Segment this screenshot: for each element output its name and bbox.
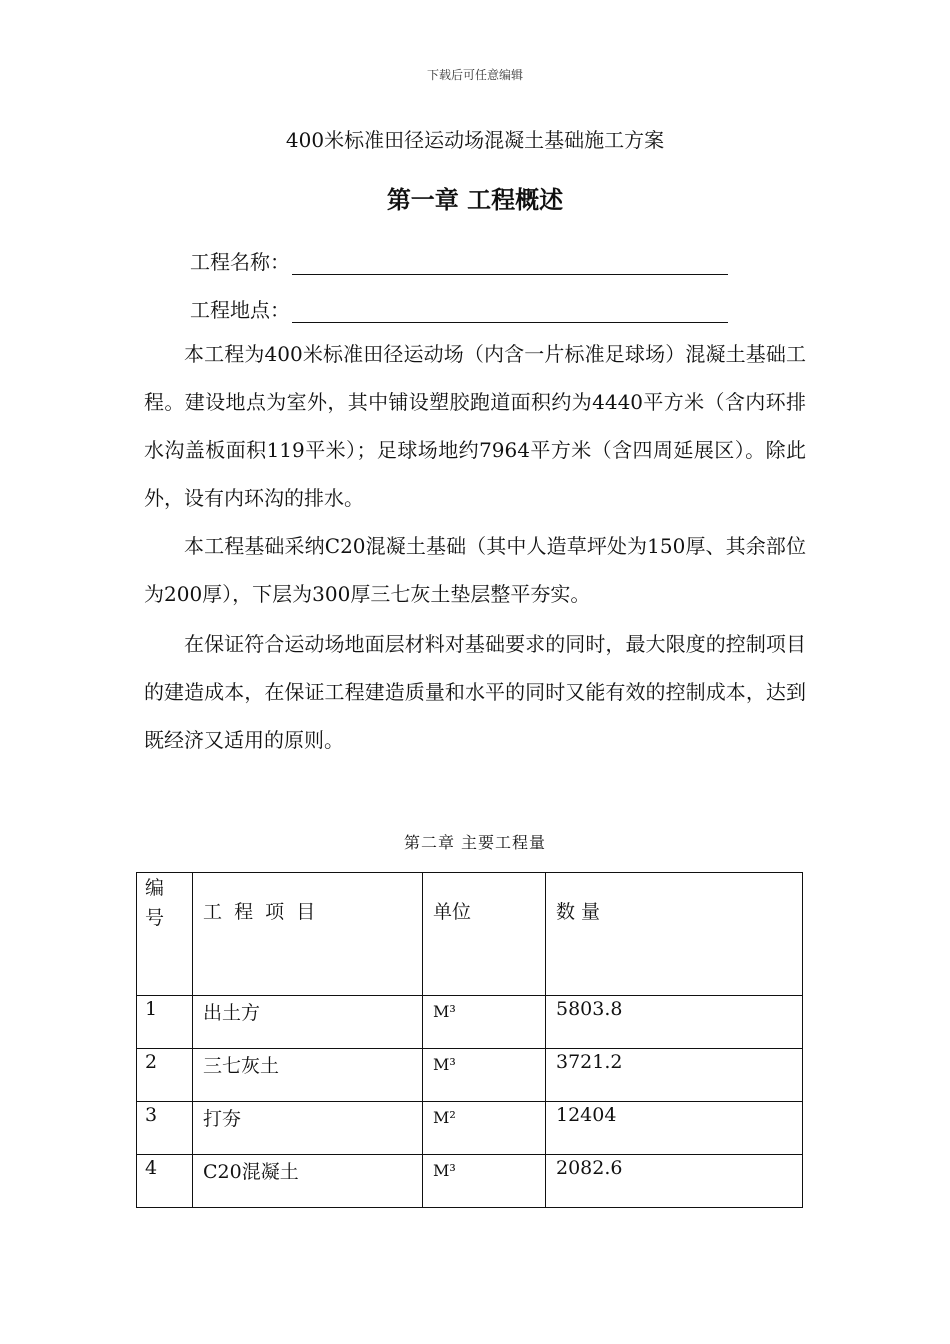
table-row [137, 1155, 803, 1208]
unit-text: M³ [433, 1055, 456, 1074]
overview-paragraph-2 [144, 522, 806, 618]
paragraph-text: 本工程为400米标准田径运动场（内含一片标准足球场）混凝土基础工程。建设地点为室外，其中铺设塑胶跑道面积约为4440平方米（含内环排水沟盖板面积119平米）；足球场地约7964平方米（含四周延展区）。除此外，设有内环沟的排水。 [144, 342, 806, 510]
row-unit [423, 1102, 546, 1155]
overview-paragraph-3 [144, 620, 806, 764]
project-location-field [190, 294, 728, 323]
table-row [137, 1102, 803, 1155]
paragraph-text: 在保证符合运动场地面层材料对基础要求的同时，最大限度的控制项目的建造成本，在保证工程建造质量和水平的同时又能有效的控制成本，达到既经济又适用的原则。 [144, 632, 806, 752]
table-row [137, 996, 803, 1049]
unit-text: M³ [433, 1161, 456, 1180]
header-number-line2: 号 [145, 907, 165, 929]
header-number-line1: 编 [145, 877, 165, 899]
row-unit [423, 1155, 546, 1208]
row-item: 打夯 [193, 1102, 423, 1155]
project-location-label: 工程地点： [190, 298, 290, 322]
paragraph-text: 本工程基础采纳C20混凝土基础（其中人造草坪处为150厚、其余部位为200厚），下层为300厚三七灰土垫层整平夯实。 [144, 534, 806, 606]
row-number: 3 [137, 1102, 193, 1155]
chapter-two-heading: 第二章 主要工程量 [403, 833, 547, 852]
row-number: 1 [137, 996, 193, 1049]
project-name-blank [292, 250, 728, 275]
unit-text: M³ [433, 1002, 456, 1021]
overview-paragraph-1 [144, 330, 806, 522]
project-name-label: 工程名称： [190, 250, 290, 274]
header-item: 工 程 项 目 [193, 873, 423, 996]
row-item: 出土方 [193, 996, 423, 1049]
chapter-one-heading: 第一章 工程概述 [386, 186, 564, 214]
project-location-blank [292, 298, 728, 323]
row-item: 三七灰土 [193, 1049, 423, 1102]
row-quantity: 5803.8 [546, 996, 803, 1049]
row-number: 2 [137, 1049, 193, 1102]
header-unit: 单位 [423, 873, 546, 996]
table-header-row [137, 873, 803, 996]
document-title: 400米标准田径运动场混凝土基础施工方案 [285, 128, 665, 152]
header-note: 下载后可任意编辑 [426, 68, 523, 82]
row-unit [423, 1049, 546, 1102]
unit-text: M² [433, 1108, 456, 1127]
table-row [137, 1049, 803, 1102]
row-quantity: 3721.2 [546, 1049, 803, 1102]
row-item: C20混凝土 [193, 1155, 423, 1208]
row-quantity: 2082.6 [546, 1155, 803, 1208]
project-name-field [190, 246, 728, 275]
row-quantity: 12404 [546, 1102, 803, 1155]
quantity-table [136, 872, 803, 1208]
row-number: 4 [137, 1155, 193, 1208]
row-unit [423, 996, 546, 1049]
header-number [137, 873, 193, 996]
header-quantity: 数 量 [546, 873, 803, 996]
